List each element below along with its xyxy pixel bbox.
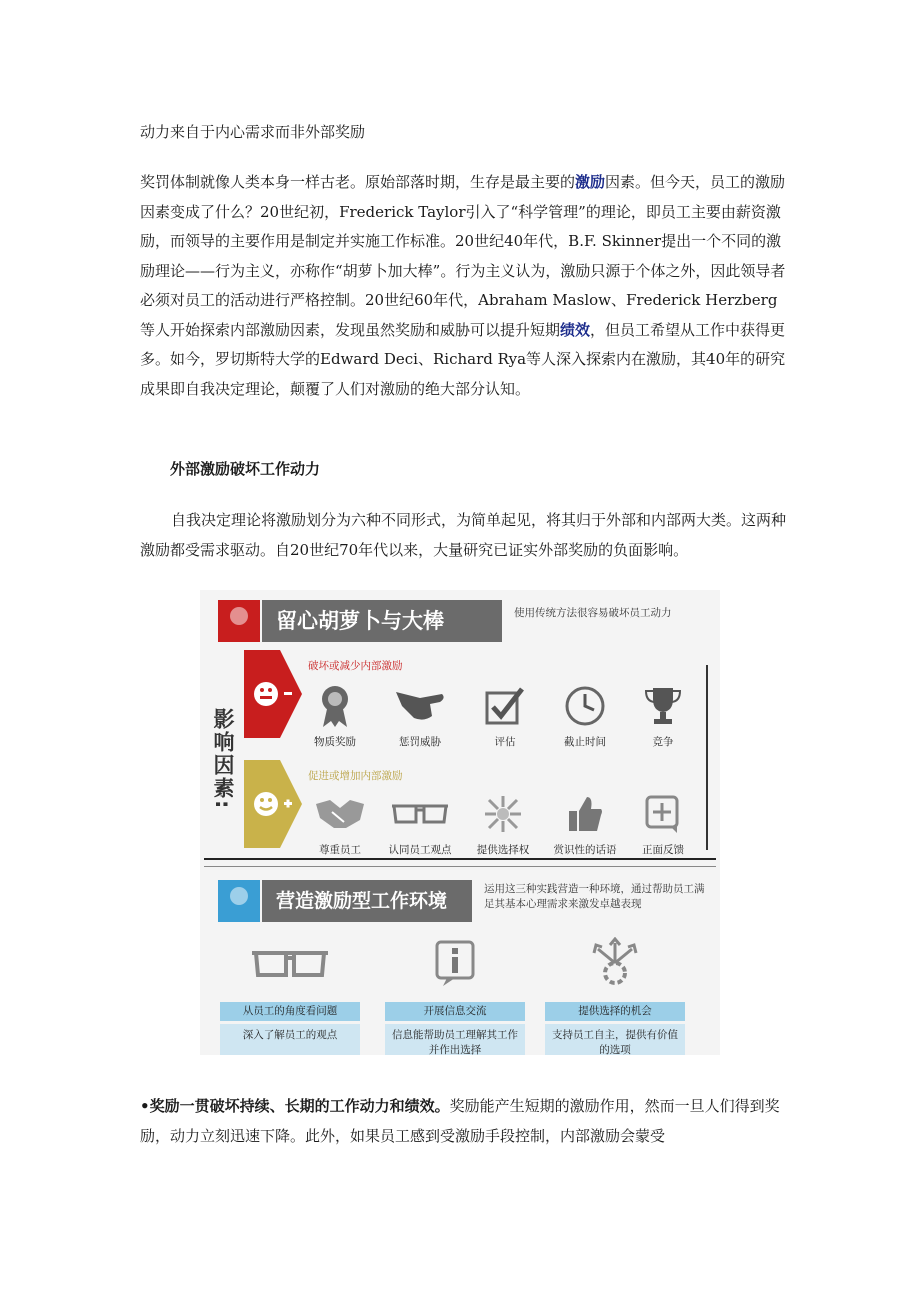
- glasses-icon: [390, 798, 450, 830]
- practice-head: 开展信息交流: [385, 1002, 525, 1021]
- paragraph-rewards-rest: 奖励能产生短期的激励作用，然而一旦人们得到奖励，动力立刻迅速下降。此外，如果员工感到受激励手段控制，内部激励会蒙受: [140, 1097, 780, 1145]
- neg-item: 截止时间: [550, 682, 620, 749]
- negative-arrow-icon: [244, 650, 302, 738]
- pos-item: 提供选择权: [468, 790, 538, 857]
- header-blue-block: [218, 880, 260, 922]
- article-title: 动力来自于内心需求而非外部奖励: [140, 123, 366, 141]
- handshake-icon: [314, 794, 366, 834]
- factors-vertical-label: 影响因素:: [211, 708, 235, 811]
- positive-arrow-icon: [244, 760, 302, 848]
- paragraph-rewards-lead: •奖励一贯破坏持续、长期的工作动力和绩效。: [140, 1097, 450, 1115]
- header-red-block: [218, 600, 260, 642]
- positive-caption: 促进或增加内部激励: [308, 770, 403, 782]
- info-icon: [433, 938, 477, 988]
- infographic-bottom-note: 运用这三种实践营造一种环境，通过帮助员工满足其基本心理需求来激发卓越表现: [484, 883, 705, 910]
- keyword-link[interactable]: 激励: [575, 173, 606, 191]
- practice-column: [220, 935, 360, 1055]
- practice-body: 支持员工自主，提供有价值的选项: [545, 1024, 685, 1055]
- arrows-icon: [482, 793, 524, 835]
- neg-item: 竞争: [628, 682, 698, 749]
- keyword-link[interactable]: 绩效: [560, 320, 591, 339]
- neg-item: 评估: [470, 682, 540, 749]
- divider-vertical: [706, 665, 708, 850]
- paragraph-text: 因素。但今天，员工的激励因素变成了什么？20世纪初，Frederick Taylor引入了“科学管理”的理论，即员工主要由薪资激励，而领导的主要作用是制定并实施工作标准。20世纪40年代，B.F. Skinner提出一个不同的激励理论——行为主义，亦称作“胡萝卜加大棒”。行为主义认为，激励只源于个体之外，因此领导者必须对员工的活动进行严格控制。20世纪60年代，Abraham Maslow、Frederick Herzberg等人开始探索内部激励因素，发现虽然奖励和威胁可以提升短期: [140, 173, 786, 339]
- negative-caption: 破坏或减少内部激励: [308, 660, 403, 672]
- practice-body: 深入了解员工的观点: [220, 1024, 360, 1055]
- gear-arrows-icon: [590, 937, 640, 989]
- pointing-hand-icon: [394, 686, 446, 726]
- practice-column: [385, 935, 525, 1055]
- infographic-top-note: 使用传统方法很容易破坏员工动力: [514, 607, 672, 619]
- paragraph-rewards: [140, 1092, 792, 1151]
- paragraph-theory: 自我决定理论将激励划分为六种不同形式，为简单起见，将其归于外部和内部两大类。这两种激励都受需求驱动。自20世纪70年代以来，大量研究已证实外部奖励的负面影响。: [140, 511, 787, 559]
- section-heading: 外部激励破坏工作动力: [170, 460, 321, 478]
- thumbs-up-icon: [565, 793, 605, 835]
- plus-bubble-icon: [643, 793, 683, 835]
- paragraph-history: [140, 168, 792, 404]
- pos-item: 认同员工观点: [385, 790, 455, 857]
- pos-item: 赏识性的话语: [550, 790, 620, 857]
- practice-head: 提供选择的机会: [545, 1002, 685, 1021]
- neg-item: 惩罚威胁: [385, 682, 455, 749]
- practice-body: 信息能帮助员工理解其工作并作出选择: [385, 1024, 525, 1055]
- infographic: [200, 590, 720, 1055]
- glasses-icon: [250, 943, 330, 983]
- paragraph-text: ，但员工希望从工作中获得更多。如今，罗切斯特大学的Edward Deci、Richard Rya等人深入探索内在激励，其40年的研究成果即自我决定理论，颠覆了人们对激励的绝大部分认知。: [140, 320, 786, 398]
- person-icon: [230, 607, 248, 625]
- neg-item: 物质奖励: [300, 682, 370, 749]
- paragraph-text: 奖罚体制就像人类本身一样古老。原始部落时期，生存是最主要的: [140, 173, 576, 191]
- checkbox-icon: [484, 685, 526, 727]
- divider-horizontal-thin: [204, 866, 716, 867]
- divider-horizontal: [204, 858, 716, 860]
- practice-head: 从员工的角度看问题: [220, 1002, 360, 1021]
- person-icon: [230, 887, 248, 905]
- ribbon-icon: [315, 683, 355, 729]
- trophy-icon: [644, 685, 682, 727]
- infographic-bottom-title: 营造激励型工作环境: [262, 880, 472, 922]
- practice-column: [545, 935, 685, 1055]
- pos-item: 正面反馈: [628, 790, 698, 857]
- infographic-top-title: 留心胡萝卜与大棒: [262, 600, 502, 642]
- pos-item: 尊重员工: [305, 790, 375, 857]
- clock-icon: [564, 685, 606, 727]
